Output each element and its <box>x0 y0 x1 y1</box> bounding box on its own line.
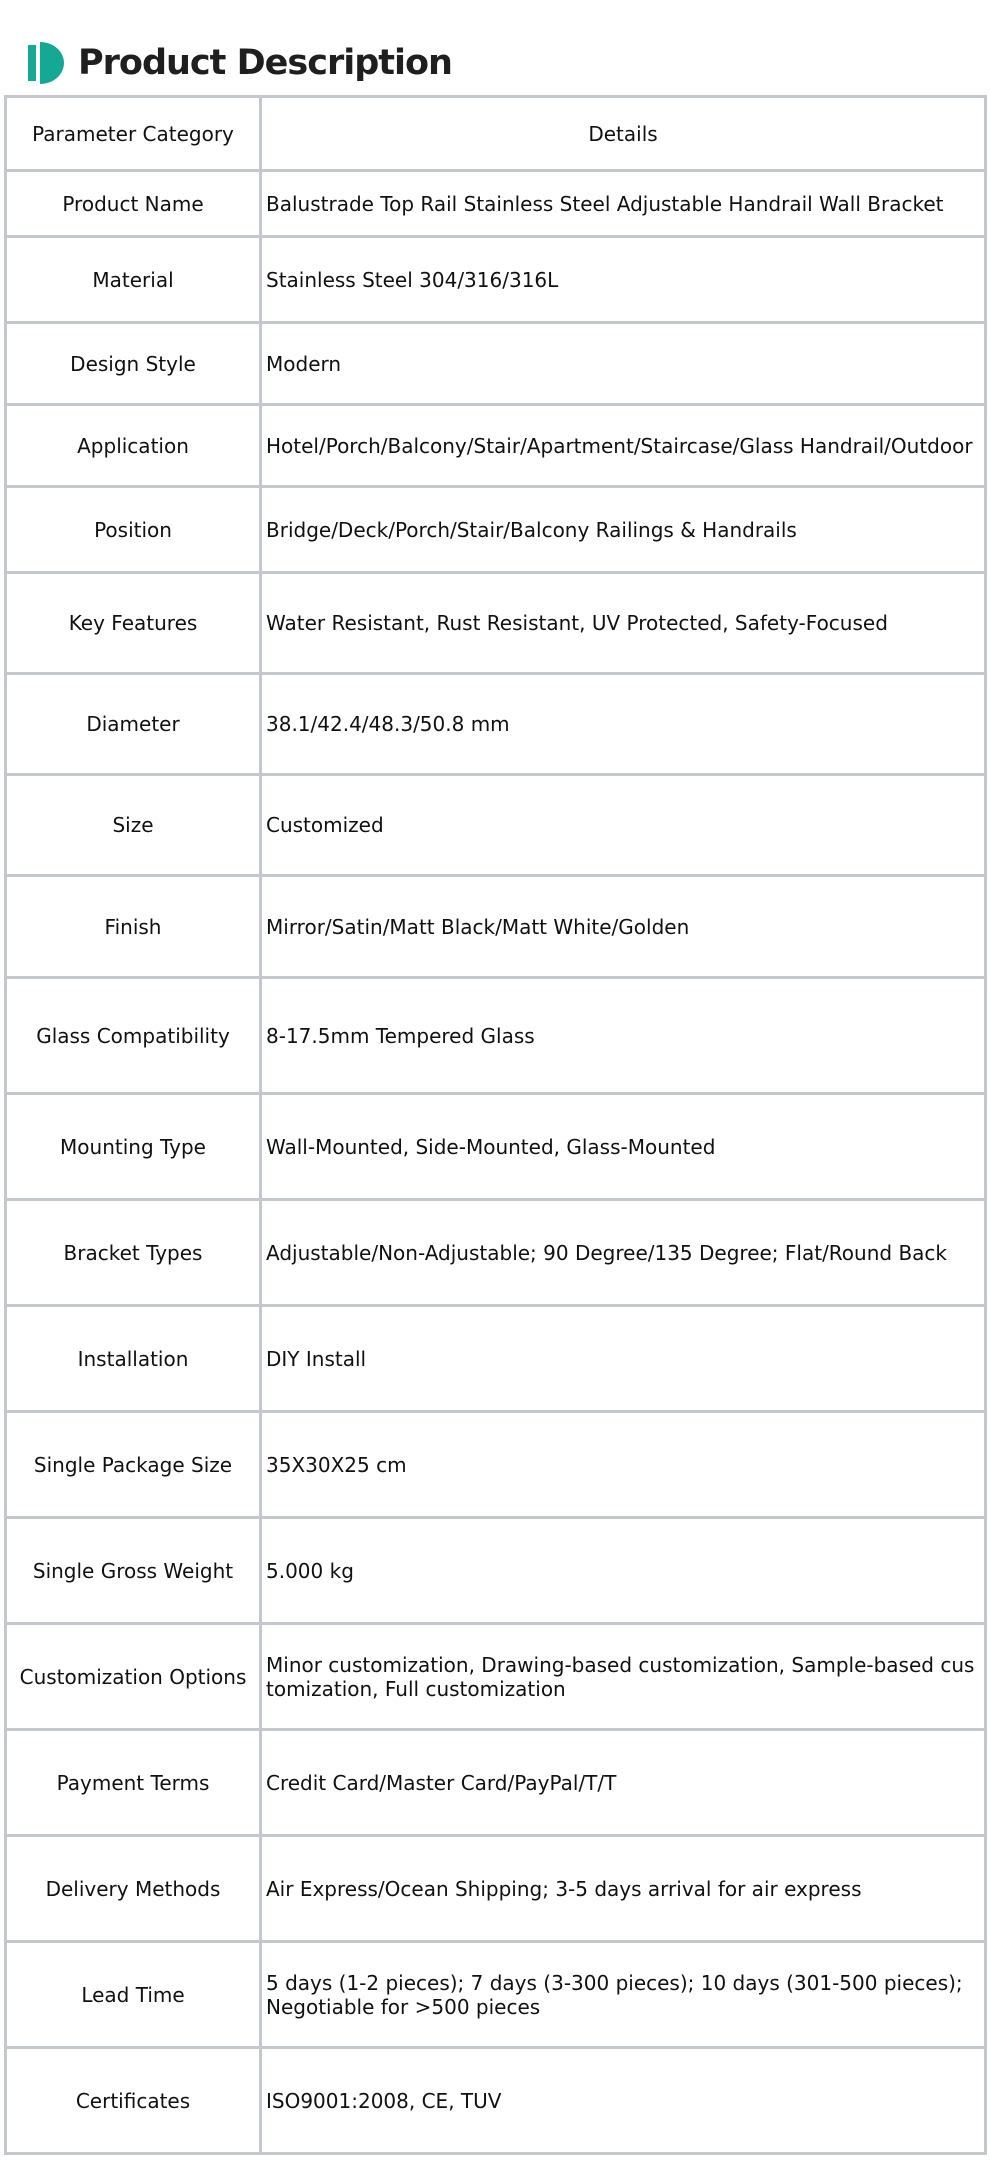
table-row <box>6 2048 986 2154</box>
row-details: DIY Install <box>261 1306 986 1412</box>
row-category: Certificates <box>6 2048 261 2154</box>
row-details: Hotel/Porch/Balcony/Stair/Apartment/Staircase/Glass Handrail/Outdoor <box>261 405 986 487</box>
row-details: Balustrade Top Rail Stainless Steel Adjustable Handrail Wall Bracket <box>261 171 986 237</box>
row-category: Installation <box>6 1306 261 1412</box>
row-details: Mirror/Satin/Matt Black/Matt White/Golden <box>261 876 986 978</box>
row-details: Minor customization, Drawing-based customization, Sample-based customization, Full customization <box>261 1624 986 1730</box>
row-category: Application <box>6 405 261 487</box>
row-details: 38.1/42.4/48.3/50.8 mm <box>261 674 986 775</box>
row-category: Glass Compatibility <box>6 978 261 1094</box>
row-category: Bracket Types <box>6 1200 261 1306</box>
table-row <box>6 573 986 674</box>
table-header-row <box>6 97 986 171</box>
row-details: Wall-Mounted, Side-Mounted, Glass-Mounted <box>261 1094 986 1200</box>
row-details: 5 days (1-2 pieces); 7 days (3-300 pieces); 10 days (301-500 pieces); Negotiable for >500 pieces <box>261 1942 986 2048</box>
table-row <box>6 1306 986 1412</box>
row-details: Water Resistant, Rust Resistant, UV Protected, Safety-Focused <box>261 573 986 674</box>
row-category: Customization Options <box>6 1624 261 1730</box>
row-details: Customized <box>261 775 986 876</box>
brand-mark-icon <box>28 42 64 84</box>
row-category: Lead Time <box>6 1942 261 2048</box>
table-row <box>6 323 986 405</box>
row-category: Finish <box>6 876 261 978</box>
row-category: Size <box>6 775 261 876</box>
row-details: ISO9001:2008, CE, TUV <box>261 2048 986 2154</box>
column-header-details: Details <box>261 97 986 171</box>
table-row <box>6 1200 986 1306</box>
table-row <box>6 171 986 237</box>
row-details: Bridge/Deck/Porch/Stair/Balcony Railings & Handrails <box>261 487 986 573</box>
row-category: Payment Terms <box>6 1730 261 1836</box>
table-row <box>6 1624 986 1730</box>
table-row <box>6 1836 986 1942</box>
table-row <box>6 1412 986 1518</box>
table-row <box>6 674 986 775</box>
row-category: Product Name <box>6 171 261 237</box>
row-category: Position <box>6 487 261 573</box>
row-details: Air Express/Ocean Shipping; 3-5 days arrival for air express <box>261 1836 986 1942</box>
product-spec-table <box>4 95 987 2155</box>
row-details: Stainless Steel 304/316/316L <box>261 237 986 323</box>
row-category: Single Gross Weight <box>6 1518 261 1624</box>
table-row <box>6 487 986 573</box>
section-header <box>28 40 452 86</box>
row-details: Adjustable/Non-Adjustable; 90 Degree/135 Degree; Flat/Round Back <box>261 1200 986 1306</box>
row-category: Key Features <box>6 573 261 674</box>
page-title: Product Description <box>78 43 452 83</box>
row-details: 8-17.5mm Tempered Glass <box>261 978 986 1094</box>
table-row <box>6 1518 986 1624</box>
row-details: 5.000 kg <box>261 1518 986 1624</box>
row-category: Design Style <box>6 323 261 405</box>
row-category: Material <box>6 237 261 323</box>
table-row <box>6 237 986 323</box>
row-category: Mounting Type <box>6 1094 261 1200</box>
row-details: Modern <box>261 323 986 405</box>
table-row <box>6 876 986 978</box>
column-header-category: Parameter Category <box>6 97 261 171</box>
table-row <box>6 1094 986 1200</box>
table-row <box>6 1730 986 1836</box>
table-row <box>6 775 986 876</box>
row-category: Diameter <box>6 674 261 775</box>
table-row <box>6 405 986 487</box>
row-category: Single Package Size <box>6 1412 261 1518</box>
row-details: 35X30X25 cm <box>261 1412 986 1518</box>
table-row <box>6 978 986 1094</box>
table-row <box>6 1942 986 2048</box>
row-category: Delivery Methods <box>6 1836 261 1942</box>
row-details: Credit Card/Master Card/PayPal/T/T <box>261 1730 986 1836</box>
